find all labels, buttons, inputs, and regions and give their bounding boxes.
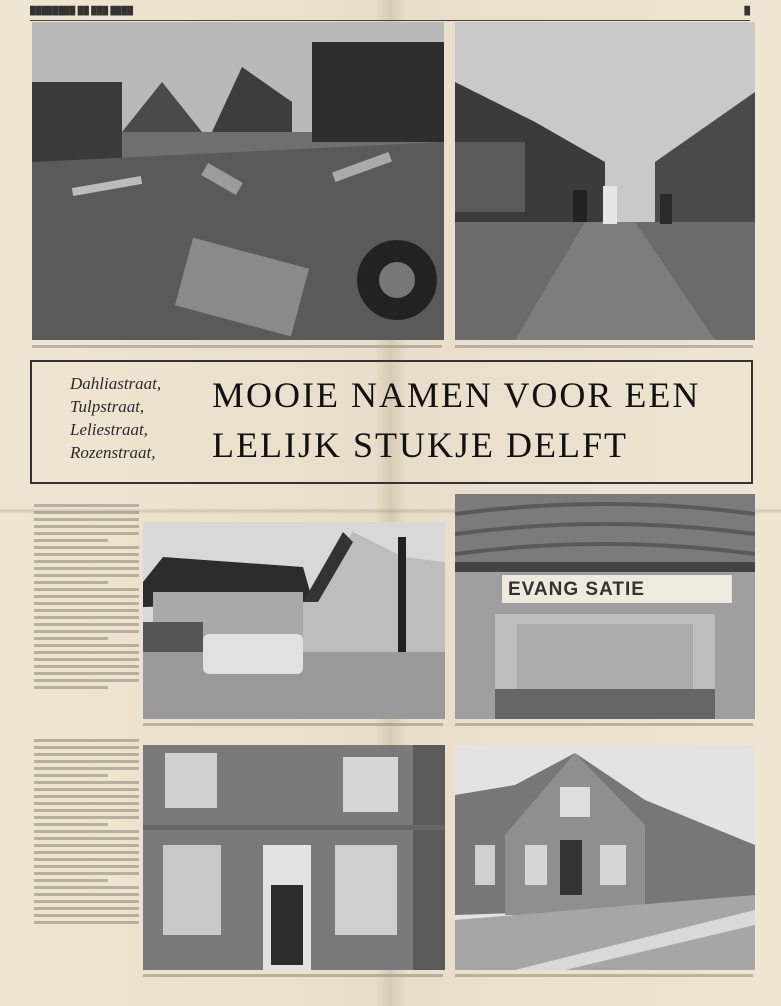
caption-street-walkers bbox=[455, 344, 753, 351]
evangelisatie-sign: EVANG SATIE bbox=[501, 574, 733, 604]
street-name: Leliestraat, bbox=[70, 420, 148, 439]
caption-corner-house bbox=[455, 973, 753, 980]
street-name: Rozenstraat, bbox=[70, 443, 156, 462]
street-name: Tulpstraat, bbox=[70, 397, 145, 416]
photo-rubble bbox=[32, 22, 444, 340]
caption-houses-lot bbox=[143, 722, 443, 729]
caption-evangelisatie bbox=[455, 722, 753, 729]
photo-houses-lot bbox=[143, 522, 445, 719]
photo-brick-house bbox=[143, 745, 445, 970]
caption-rubble bbox=[32, 344, 442, 351]
page-number: █ bbox=[744, 6, 750, 15]
street-names bbox=[70, 372, 210, 464]
headline-box bbox=[30, 360, 753, 484]
masthead bbox=[30, 6, 750, 21]
photo-corner-house bbox=[455, 745, 755, 970]
headline-line-2: LELIJK STUKJE DELFT bbox=[212, 425, 628, 465]
photo-evangelisatie-sign bbox=[455, 494, 755, 719]
street-name: Dahliastraat, bbox=[70, 374, 162, 393]
article-text-column bbox=[34, 500, 139, 693]
caption-brick-house bbox=[143, 973, 443, 980]
publication-date: ██ ███ ████ bbox=[77, 6, 134, 15]
publication-name: ████████ bbox=[30, 6, 76, 15]
article-text-column-lower bbox=[34, 735, 139, 928]
headline-line-1: MOOIE NAMEN VOOR EEN bbox=[212, 375, 701, 415]
headline-title bbox=[212, 370, 742, 470]
photo-street-walkers bbox=[455, 22, 755, 340]
